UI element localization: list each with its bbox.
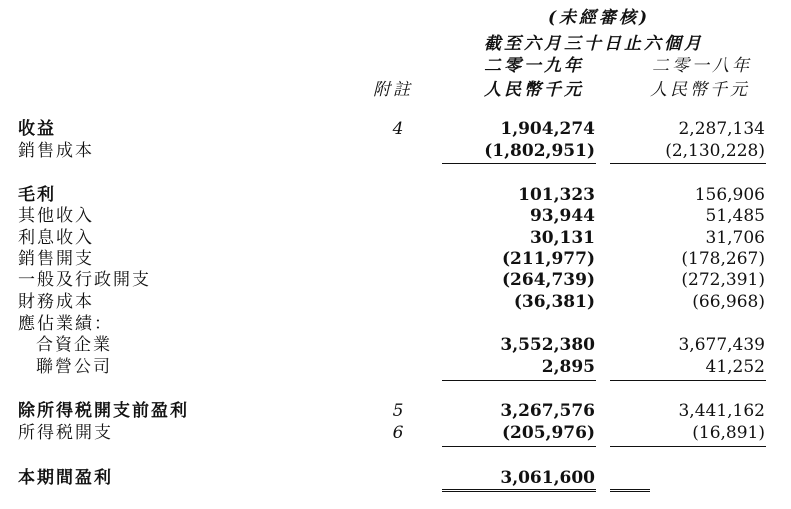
subtotal-rule bbox=[442, 446, 596, 447]
total-double-rule bbox=[610, 489, 650, 492]
row-label: 其他收入 bbox=[18, 206, 94, 226]
row-value-2019: 1,904,274 bbox=[500, 119, 595, 139]
row-value-2018: 3,441,162 bbox=[678, 401, 765, 421]
row-label: 聯營公司 bbox=[36, 357, 112, 377]
year-2018-heading: 二零一八年 bbox=[652, 56, 752, 76]
subtotal-rule bbox=[610, 446, 766, 447]
row-note: 4 bbox=[392, 119, 404, 139]
row-value-2018: 31,706 bbox=[705, 228, 765, 248]
row-value-2019: (264,739) bbox=[502, 270, 595, 290]
row-note: 6 bbox=[392, 423, 404, 443]
subtotal-rule bbox=[610, 163, 766, 164]
row-value-2019: 93,944 bbox=[529, 206, 595, 226]
row-value-2018: (178,267) bbox=[681, 249, 765, 269]
row-label: 銷售成本 bbox=[18, 141, 94, 161]
row-label: 財務成本 bbox=[18, 292, 94, 312]
row-value-2018: (16,891) bbox=[692, 423, 765, 443]
row-value-2019: 30,131 bbox=[529, 228, 595, 248]
row-value-2018: 156,906 bbox=[694, 185, 765, 205]
row-value-2019: (36,381) bbox=[513, 292, 595, 312]
total-double-rule bbox=[442, 489, 596, 492]
row-value-2019: 3,267,576 bbox=[500, 401, 595, 421]
row-label: 合資企業 bbox=[36, 335, 112, 355]
year-2019-heading: 二零一九年 bbox=[484, 56, 584, 76]
unit-2018-heading: 人民幣千元 bbox=[650, 80, 750, 100]
row-label: 利息收入 bbox=[18, 228, 94, 248]
row-label: 毛利 bbox=[18, 185, 56, 205]
row-label: 本期間盈利 bbox=[18, 468, 113, 488]
notes-heading: 附註 bbox=[373, 80, 413, 100]
row-value-2018: (2,130,228) bbox=[665, 141, 765, 161]
row-label: 所得税開支 bbox=[18, 423, 113, 443]
period-heading: 截至六月三十日止六個月 bbox=[484, 34, 704, 54]
row-value-2019: 2,895 bbox=[541, 357, 595, 377]
row-label: 一般及行政開支 bbox=[18, 270, 151, 290]
row-value-2019: 3,061,600 bbox=[500, 468, 595, 488]
row-label: 除所得税開支前盈利 bbox=[18, 401, 189, 421]
row-value-2019: (211,977) bbox=[502, 249, 595, 269]
row-value-2019: 101,323 bbox=[518, 185, 595, 205]
row-value-2019: 3,552,380 bbox=[500, 335, 595, 355]
row-value-2018: 3,677,439 bbox=[678, 335, 765, 355]
row-value-2018: (66,968) bbox=[692, 292, 765, 312]
row-value-2018: 41,252 bbox=[705, 357, 765, 377]
row-note: 5 bbox=[392, 401, 404, 421]
subtotal-rule bbox=[610, 380, 766, 381]
unaudited-label: (未經審核) bbox=[548, 8, 651, 28]
unit-2019-heading: 人民幣千元 bbox=[484, 80, 584, 100]
row-value-2018: 51,485 bbox=[705, 206, 765, 226]
row-value-2019: (205,976) bbox=[502, 423, 595, 443]
subtotal-rule bbox=[442, 163, 596, 164]
row-value-2018: (272,391) bbox=[681, 270, 765, 290]
subtotal-rule bbox=[442, 380, 596, 381]
row-label: 應佔業績： bbox=[18, 314, 113, 334]
row-value-2019: (1,802,951) bbox=[484, 141, 595, 161]
row-label: 收益 bbox=[18, 119, 56, 139]
row-value-2018: 2,287,134 bbox=[678, 119, 765, 139]
row-label: 銷售開支 bbox=[18, 249, 94, 269]
